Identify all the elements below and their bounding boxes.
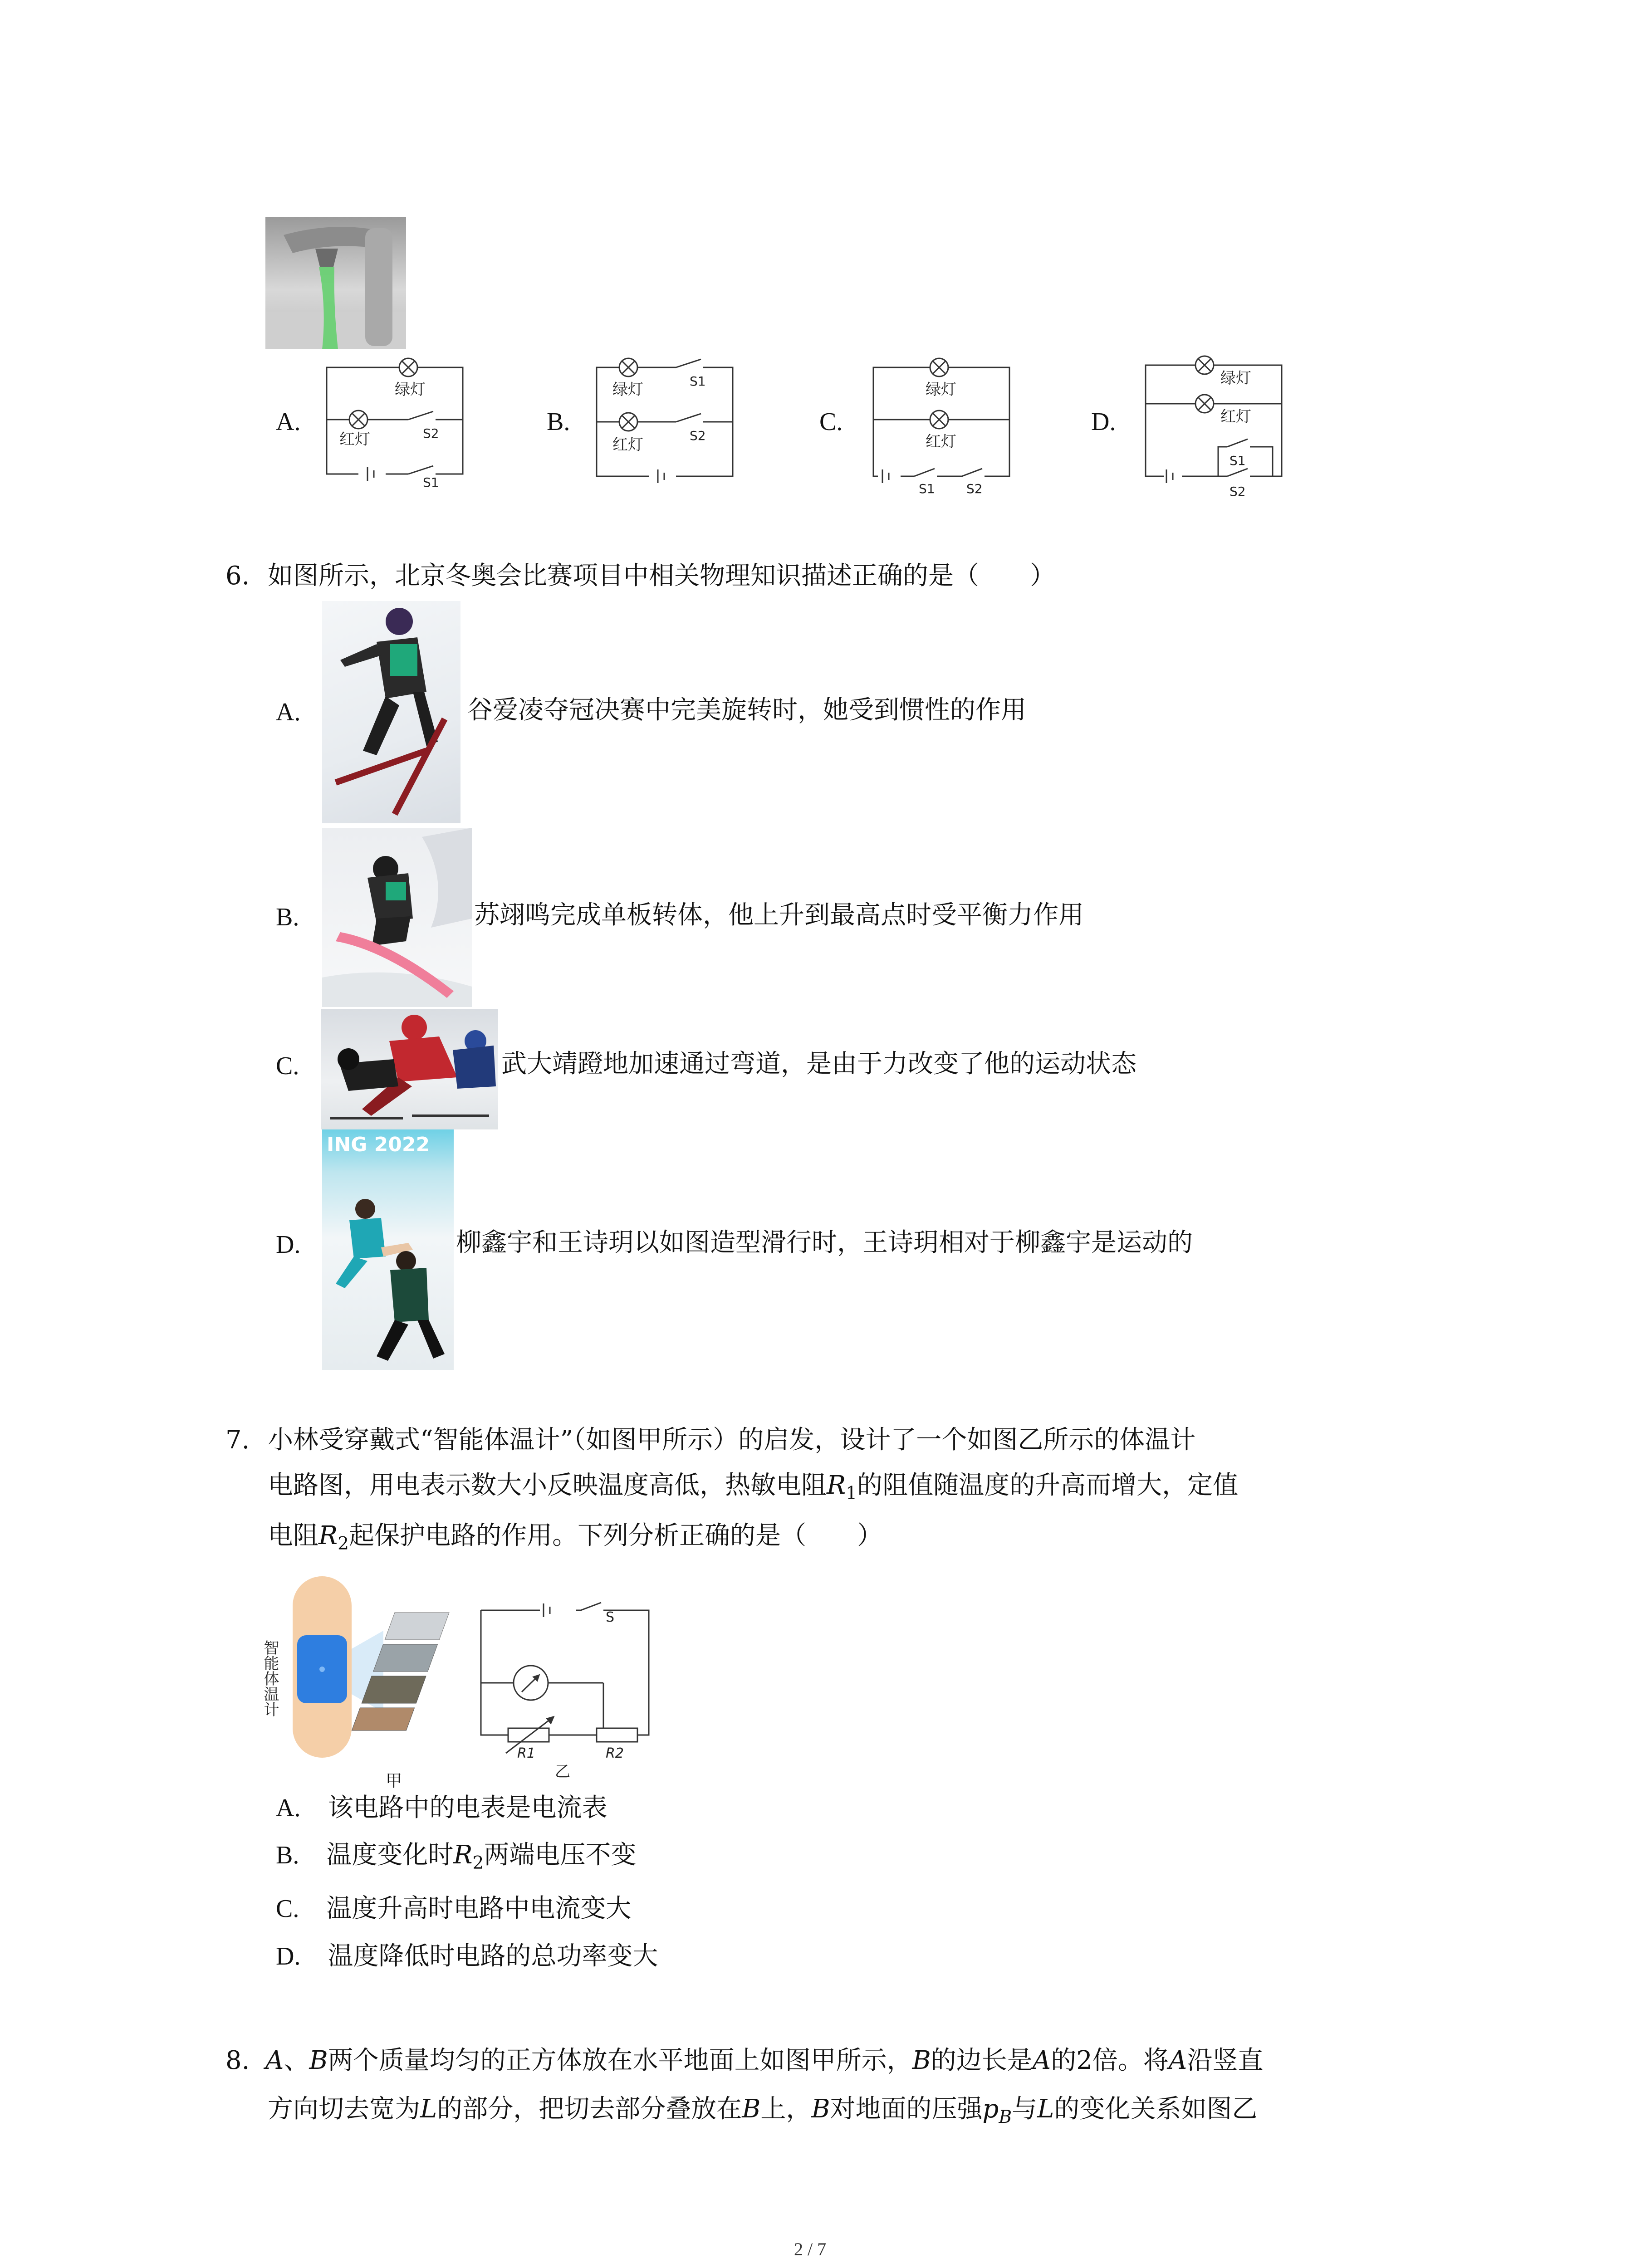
svg-text:红灯: 红灯 [612, 436, 643, 454]
r1-label: R1 [517, 1745, 535, 1761]
var-r2: R [318, 1521, 338, 1550]
q6-option-a-label[interactable]: A. [276, 698, 301, 726]
q5-option-b-label[interactable]: B. [547, 408, 570, 436]
q7-option-b[interactable]: B. 温度变化时$R_2$两端电压不变 [276, 1840, 637, 1874]
q6-option-a-text[interactable]: 谷爱凌夺冠决赛中完美旋转时，她受到惯性的作用 [467, 695, 1026, 725]
snowboarder-photo [322, 828, 472, 1007]
q6-option-c-text[interactable]: 武大靖蹬地加速通过弯道，是由于力改变了他的运动状态 [501, 1049, 1136, 1079]
thermometer-circuit-diagram [472, 1599, 662, 1780]
svg-text:绿灯: 绿灯 [926, 381, 956, 399]
q7-number: 7. [225, 1425, 250, 1455]
smart-thermometer-figure [261, 1576, 467, 1771]
svg-text:S1: S1 [919, 481, 935, 496]
svg-text:S2: S2 [1230, 484, 1246, 499]
q5-option-a-label[interactable]: A. [276, 408, 301, 436]
page-number: 2 / 7 [794, 2239, 827, 2259]
smart-thermometer-label: 智能体温计 [261, 1640, 279, 1717]
q6-option-c-label[interactable]: C. [276, 1052, 299, 1080]
var-r1: R [827, 1471, 846, 1500]
svg-text:S1: S1 [690, 374, 706, 389]
svg-text:红灯: 红灯 [1220, 408, 1251, 426]
q8-stem-line2: 方向切去宽为L的部分，把切去部分叠放在B上，B对地面的压强$p_B$与L的变化关系如图乙 [268, 2094, 1258, 2128]
ice-dancers-banner-text: ING 2022 [327, 1133, 430, 1156]
svg-text:S1: S1 [1230, 453, 1246, 468]
circuit-a-s1-label: S1 [423, 475, 439, 490]
q7-stem-line2: 电路图，用电表示数大小反映温度高低，热敏电阻$R_1$的阻值随温度的升高而增大，定值 [268, 1471, 1239, 1504]
svg-text:绿灯: 绿灯 [1220, 369, 1251, 387]
circuit-diagram-a [318, 352, 472, 488]
q7-option-c[interactable]: C. 温度升高时电路中电流变大 [276, 1894, 632, 1923]
switch-s-label: S [606, 1609, 615, 1625]
q6-option-b-label[interactable]: B. [276, 903, 299, 931]
circuit-diagram-d [1136, 352, 1291, 501]
svg-text:红灯: 红灯 [926, 433, 956, 451]
r2-label: R2 [606, 1745, 624, 1761]
q6-number: 6. [225, 561, 250, 591]
speed-skater-photo [321, 1009, 498, 1129]
q8-number: 8. [225, 2046, 250, 2075]
circuit-a-green-label: 绿灯 [395, 381, 426, 399]
q6-option-d-text[interactable]: 柳鑫宇和王诗玥以如图造型滑行时，王诗玥相对于柳鑫宇是运动的 [456, 1228, 1193, 1257]
faucet-photo [265, 217, 406, 349]
q7-stem-line3: 电阻$R_2$起保护电路的作用。下列分析正确的是（ ） [268, 1521, 883, 1554]
q7-option-d[interactable]: D. 温度降低时电路的总功率变大 [276, 1941, 658, 1971]
q6-option-d-label[interactable]: D. [276, 1231, 301, 1259]
q7-stem-line1: 小林受穿戴式“智能体温计”（如图甲所示）的启发，设计了一个如图乙所示的体温计 [268, 1425, 1196, 1455]
q6-option-b-text[interactable]: 苏翊鸣完成单板转体，他上升到最高点时受平衡力作用 [474, 900, 1084, 930]
svg-text:S2: S2 [690, 428, 706, 443]
q7-option-a[interactable]: A. 该电路中的电表是电流表 [276, 1793, 607, 1823]
q5-option-d-label[interactable]: D. [1091, 408, 1116, 436]
svg-text:绿灯: 绿灯 [612, 381, 643, 399]
circuit-a-red-label: 红灯 [339, 430, 370, 449]
svg-text:S2: S2 [966, 481, 983, 496]
circuit-diagram-b [585, 354, 744, 490]
q6-stem: 如图所示，北京冬奥会比赛项目中相关物理知识描述正确的是（ ） [268, 561, 1055, 591]
figure-jia-caption: 甲 [386, 1772, 402, 1790]
ice-dancers-photo [322, 1129, 454, 1370]
skier-photo [322, 601, 460, 823]
circuit-diagram-c [864, 352, 1019, 497]
q8-stem-line1: A、B两个质量均匀的正方体放在水平地面上如图甲所示，B的边长是A的2倍。将A沿竖直 [265, 2046, 1264, 2075]
q5-option-c-label[interactable]: C. [819, 408, 843, 436]
figure-yi-caption: 乙 [555, 1763, 570, 1781]
circuit-a-s2-label: S2 [423, 426, 439, 441]
